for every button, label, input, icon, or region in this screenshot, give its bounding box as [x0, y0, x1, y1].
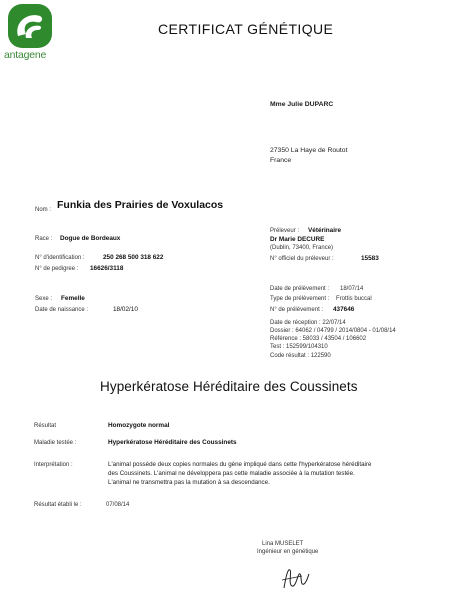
interpretation-line-1: L'animal possède deux copies normales du gène impliqué dans cette l'hyperkératose héréditaire	[108, 461, 372, 468]
pedigree-value: 16626/3118	[90, 265, 124, 272]
result-value: Homozygote normal	[108, 422, 170, 429]
established-date: 07/08/14	[106, 502, 130, 508]
birth-value: 18/02/10	[113, 306, 138, 313]
sex-label: Sexe :	[35, 296, 53, 302]
race-label: Race :	[35, 236, 53, 242]
sample-number-label: N° de prélèvement :	[270, 307, 324, 313]
reception-test: Test : 152599/104310	[270, 344, 328, 350]
sampler-official-label: N° officiel du préleveur :	[270, 256, 334, 262]
disease-value: Hyperkératose Héréditaire des Coussinets	[108, 439, 237, 446]
established-label: Résultat établi le :	[34, 502, 82, 508]
antagene-logo-icon	[4, 2, 56, 52]
brand-name: antagene	[4, 49, 47, 61]
sex-value: Femelle	[61, 295, 85, 302]
sampler-dept: (Dublin, 73400, France)	[270, 245, 334, 251]
animal-name: Funkia des Prairies de Voxulacos	[57, 199, 224, 211]
interpretation-line-2: des Coussinets. L'animal ne développera pas cette maladie associée à la mutation testée.	[108, 470, 355, 477]
signature-icon	[278, 562, 312, 592]
interpretation-line-3: L'animal ne transmettra pas la mutation à sa descendance.	[108, 479, 270, 486]
race-value: Dogue de Bordeaux	[60, 235, 121, 242]
result-label: Résultat	[34, 423, 57, 429]
sampler-doctor: Dr Marie DECURE	[270, 236, 325, 243]
id-value: 250 268 500 318 622	[103, 254, 164, 261]
sampler-official: 15583	[361, 255, 379, 262]
interpretation-label: Interprétation :	[34, 462, 73, 468]
owner-name: Mme Julie DUPARC	[270, 101, 334, 108]
owner-address: 27350 La Haye de Routot	[270, 147, 348, 154]
sample-date-label: Date de prélèvement :	[270, 286, 330, 292]
sample-number: 437646	[333, 306, 355, 313]
sample-type-label: Type de prélèvement :	[270, 296, 330, 302]
reception-dossier: Dossier : 64062 / 04799 / 2014/0804 - 01/08/14	[270, 328, 396, 334]
reception-reference: Référence : 58033 / 43504 / 106602	[270, 336, 367, 342]
sample-date: 18/07/14	[340, 286, 364, 292]
document-title: CERTIFICAT GÉNÉTIQUE	[158, 21, 334, 37]
test-heading: Hyperkératose Héréditaire des Coussinets	[100, 379, 358, 394]
antagene-logo	[4, 2, 56, 52]
pedigree-label: N° de pedigree :	[35, 266, 79, 272]
sampler-value: Vétérinaire	[308, 227, 342, 234]
signatory-name: Lina MUSELET	[262, 541, 304, 547]
signatory-title: Ingénieur en génétique	[257, 549, 319, 555]
sample-type: Frottis buccal	[336, 296, 372, 302]
animal-name-label: Nom :	[35, 207, 52, 213]
sampler-label: Préleveur :	[270, 228, 300, 234]
reception-date: Date de réception : 22/07/14	[270, 320, 346, 326]
id-label: N° d'identification :	[35, 255, 85, 261]
birth-label: Date de naissance :	[35, 307, 89, 313]
reception-code: Code résultat : 122590	[270, 353, 331, 359]
owner-country: France	[270, 157, 292, 164]
disease-label: Maladie testée :	[34, 440, 77, 446]
